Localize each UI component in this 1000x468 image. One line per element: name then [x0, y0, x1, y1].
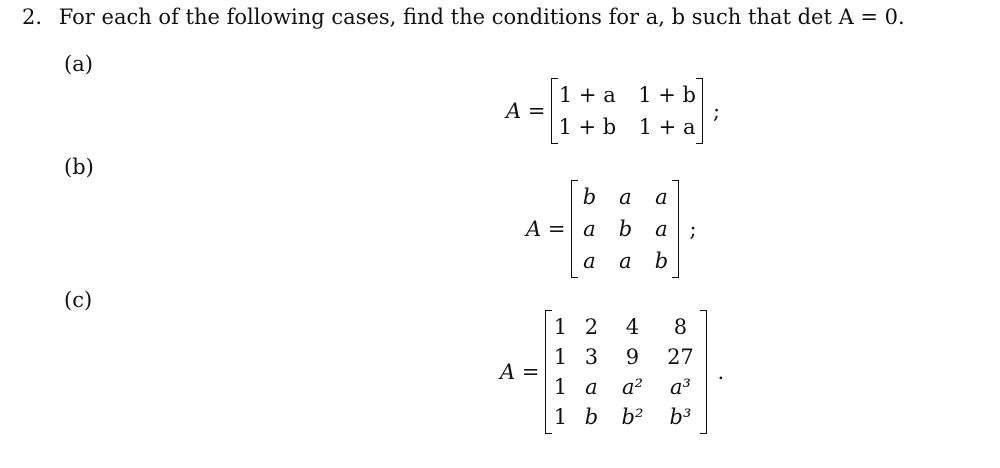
matrix-cell: 1: [553, 315, 568, 339]
problem-number: 2.: [22, 5, 43, 29]
problem-header: [22, 5, 905, 29]
matrix-cell: a: [583, 217, 596, 241]
matrix-cell: 1 + b: [638, 83, 696, 107]
matrix-cell: a: [583, 249, 596, 273]
part-a-equation: [506, 78, 720, 144]
matrix-cell: 4: [625, 315, 640, 339]
matrix-b: [571, 180, 679, 278]
matrix-cell: 9: [625, 345, 640, 369]
matrix-cell: 27: [667, 345, 694, 369]
part-a-label: (a): [64, 52, 93, 76]
matrix-cell: 1 + b: [558, 115, 617, 139]
matrix-trail: .: [717, 360, 725, 384]
matrix-trail: ;: [712, 99, 721, 123]
matrix-cell: b: [582, 185, 597, 209]
matrix-c: [545, 310, 707, 434]
matrix-cell: 2: [584, 315, 599, 339]
part-b-label: (b): [64, 155, 94, 179]
matrix-cell: 1: [553, 405, 568, 429]
matrix-cell: a: [619, 249, 632, 273]
part-b-equation: [526, 180, 697, 278]
matrix-cell: a: [585, 375, 598, 399]
matrix-cell: b²: [621, 405, 644, 429]
matrix-cell: b³: [669, 405, 692, 429]
matrix-cell: a: [619, 185, 632, 209]
part-c-equation: [500, 310, 724, 434]
matrix-cell: b: [618, 217, 633, 241]
matrix-a: [551, 78, 703, 144]
matrix-cell: 1 + a: [638, 115, 696, 139]
matrix-cell: 1 + a: [558, 83, 616, 107]
matrix-lhs: A =: [500, 360, 540, 384]
problem-statement: For each of the following cases, find the conditions for a, b such that det A = 0.: [58, 5, 905, 29]
matrix-trail: ;: [689, 217, 697, 241]
matrix-cell: 1: [553, 345, 568, 369]
matrix-cell: b: [584, 405, 599, 429]
matrix-lhs: A =: [506, 99, 546, 123]
part-c-label: (c): [64, 288, 93, 312]
matrix-cell: 3: [584, 345, 599, 369]
matrix-cell: 1: [553, 375, 568, 399]
matrix-cell: a³: [669, 375, 691, 399]
matrix-cell: a: [655, 185, 668, 209]
matrix-cell: b: [654, 249, 669, 273]
matrix-lhs: A =: [526, 217, 566, 241]
matrix-cell: a: [655, 217, 668, 241]
matrix-cell: a²: [621, 375, 643, 399]
matrix-cell: 8: [673, 315, 688, 339]
